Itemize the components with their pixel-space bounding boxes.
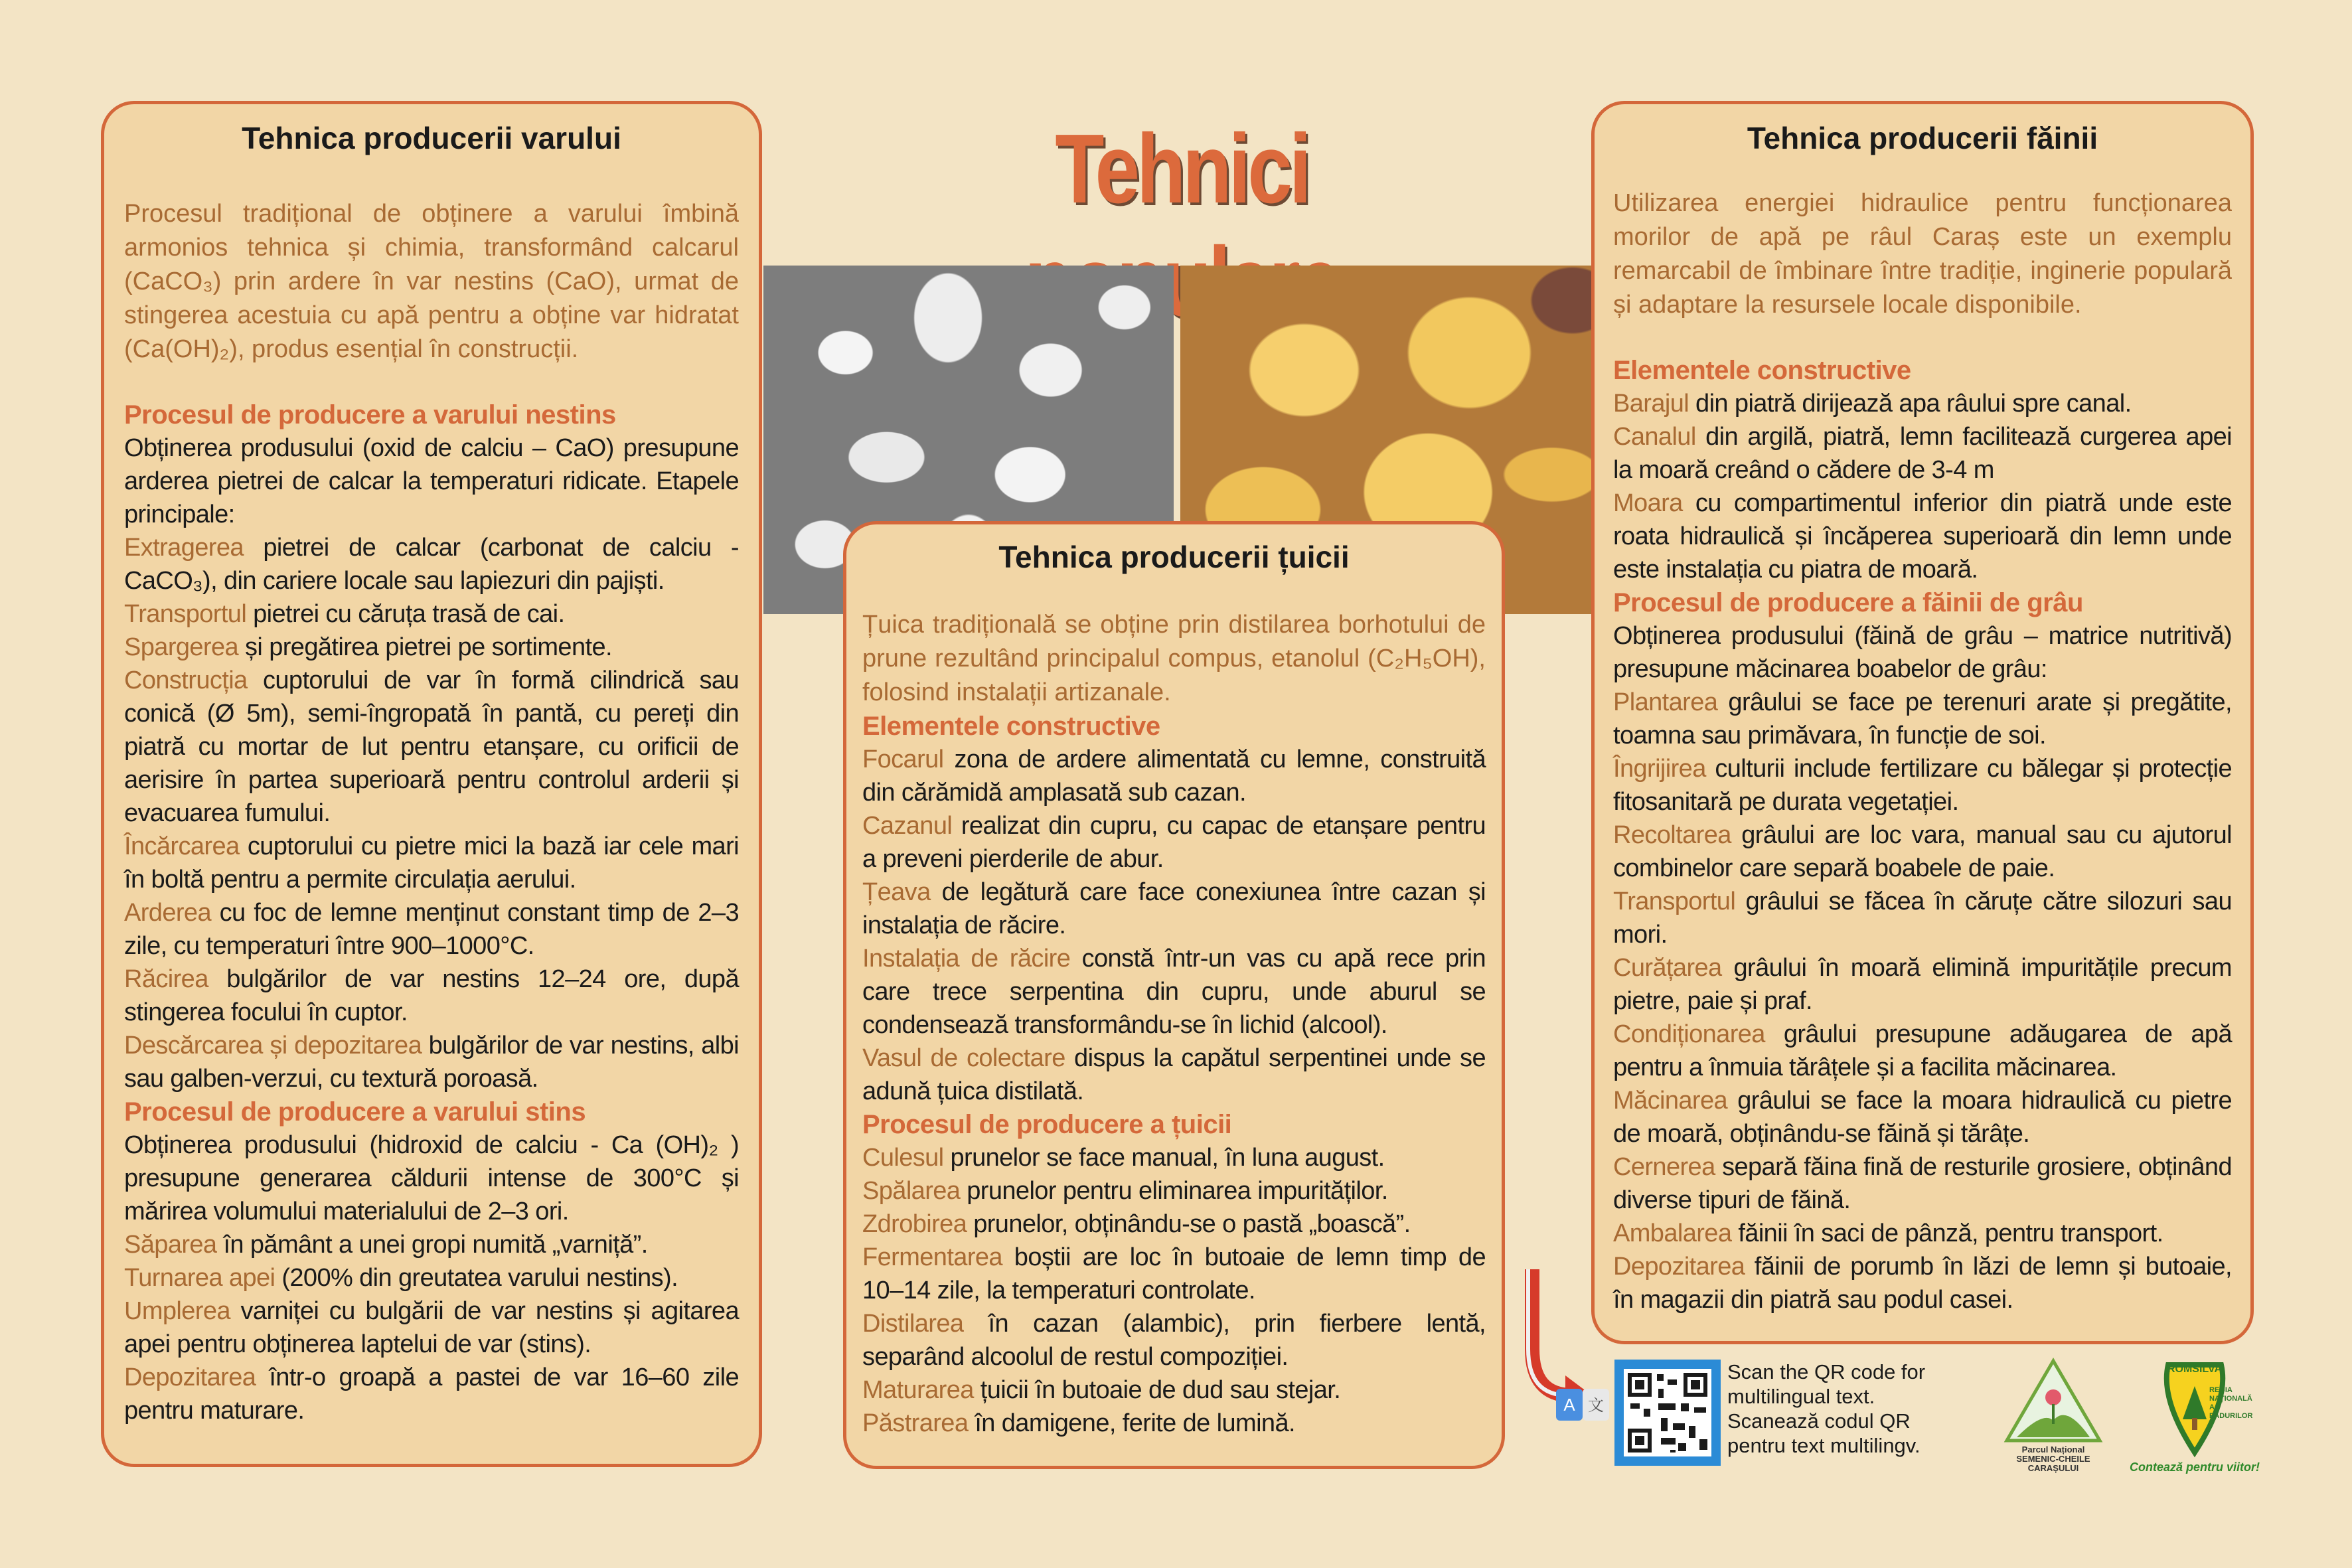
step-item: [1613, 752, 2232, 819]
panel-intro: Țuica tradițională se obține prin distilarea borhotului de prune rezultând principalul compus, etanolul (C₂H₅OH), folosind instalații artizanale.: [862, 611, 1486, 706]
step-list: [862, 1141, 1486, 1440]
step-text: cu foc de lemne menținut constant timp de 2–3 zile, cu temperaturi între 900–1000°C.: [124, 899, 739, 960]
step-keyword: Culesul: [862, 1144, 944, 1172]
step-keyword: Distilarea: [862, 1310, 964, 1338]
section-heading: Procesul de producere a țuicii: [862, 1110, 1232, 1139]
step-keyword: Condiționarea: [1613, 1020, 1765, 1048]
step-keyword: Barajul: [1613, 390, 1689, 418]
step-list: [862, 743, 1486, 1108]
qr-caption-ro: Scanează codul QR pentru text multilingv.: [1727, 1409, 1921, 1457]
step-keyword: Transportul: [1613, 888, 1736, 915]
step-keyword: Cernerea: [1613, 1153, 1715, 1181]
romsilva-name: ROMSILVA: [2167, 1364, 2223, 1375]
step-list: [1613, 686, 2232, 1316]
step-item: [124, 531, 739, 597]
step-text: prunelor pentru eliminarea impurităților.: [960, 1177, 1388, 1205]
step-item: [124, 1228, 739, 1261]
step-keyword: Curățarea: [1613, 954, 1722, 982]
step-text: făinii în saci de pânză, pentru transport.: [1731, 1219, 2163, 1247]
panel-intro: Procesul tradițional de obținere a varului îmbină armonios tehnica și chimia, transformând calcarul (CaCO₃) prin ardere în var nestins (CaO), urmat de stingerea acestuia cu apă pentru a obține var hidratat (Ca(OH)₂), produs esențial în construcții.: [124, 200, 739, 363]
step-text: separă făina fină de resturile grosiere, obținând diverse tipuri de făină.: [1613, 1153, 2232, 1214]
step-text: din argilă, piatră, lemn facilitează curgerea apei la moară creând o cădere de 3-4 m: [1613, 423, 2232, 484]
step-item: [862, 1307, 1486, 1373]
step-keyword: Umplerea: [124, 1297, 230, 1325]
step-item: [862, 1407, 1486, 1440]
step-item: [862, 809, 1486, 876]
step-item: [1613, 686, 2232, 752]
step-text: în damigene, ferite de lumină.: [968, 1409, 1295, 1437]
step-text: făinii de porumb în lăzi de lemn și butoaie, în magazii din piatră sau podul casei.: [1613, 1253, 2232, 1314]
page-title: Tehnici: [1055, 114, 1308, 224]
step-item: [862, 1208, 1486, 1241]
step-text: zona de ardere alimentată cu lemne, construită din cărămidă amplasată sub cazan.: [862, 745, 1486, 807]
step-item: [124, 1361, 739, 1427]
step-keyword: Turnarea apei: [124, 1264, 275, 1292]
step-keyword: Extragerea: [124, 534, 244, 562]
park-name: Parcul Național SEMENIC-CHEILE CARAȘULUI: [2016, 1445, 2090, 1473]
step-text: în pământ a unei gropi numită „varniță”.: [216, 1231, 648, 1259]
section-heading: Procesul de producere a făinii de grâu: [1613, 588, 2083, 617]
step-item: [1613, 819, 2232, 885]
step-keyword: Vasul de colectare: [862, 1044, 1065, 1072]
step-text: prunelor, obținându-se o pastă „boască”.: [967, 1210, 1411, 1238]
panel-heading: Tehnica producerii varului: [242, 121, 621, 155]
translate-icon: [1556, 1389, 1609, 1421]
step-item: [1613, 1084, 2232, 1150]
section-heading: Elementele constructive: [862, 712, 1160, 741]
step-text: prunelor se face manual, în luna august.: [943, 1144, 1385, 1172]
step-item: [862, 1373, 1486, 1407]
romsilva-motto: Contează pentru viitor!: [2130, 1460, 2260, 1474]
step-text: boștii are loc în butoaie de lemn timp de 10–14 zile, la temperaturi controlate.: [862, 1243, 1486, 1304]
panel-lime: [101, 101, 762, 1467]
step-text: pietrei cu căruța trasă de cai.: [246, 600, 565, 628]
step-text: grâului se face la moara hidraulică cu pietre de moară, obținându-se făină și tărâțe.: [1613, 1087, 2232, 1148]
panel-intro: Utilizarea energiei hidraulice pentru funcționarea morilor de apă pe râul Caraș este un exemplu remarcabil de îmbinare între tradiție, inginerie populară și adaptare la resursele locale disponibile.: [1613, 189, 2232, 319]
step-keyword: Depozitarea: [1613, 1253, 1745, 1281]
step-item: [862, 1141, 1486, 1174]
step-keyword: Îngrijirea: [1613, 755, 1706, 783]
step-keyword: Transportul: [124, 600, 247, 628]
step-item: [124, 830, 739, 896]
step-text: (200% din greutatea varului nestins).: [275, 1264, 678, 1292]
step-keyword: Spălarea: [862, 1177, 961, 1205]
step-item: [1613, 951, 2232, 1018]
step-text: și pregătirea pietrei pe sortimente.: [238, 633, 612, 661]
step-item: [1613, 1018, 2232, 1084]
step-text: cuptorului de var în formă cilindrică sau conică (Ø 5m), semi-îngropată în pantă, cu pereți din piatră cu mortar de lut pentru etanșare, cu orificii de aerisire în partea superioară pentru controlul arderii și evacuarea fumului.: [124, 666, 739, 827]
step-text: cu compartimentul inferior din piatră unde este roata hidraulică și încăperea superioară din lemn unde este instalația cu piatra de moară.: [1613, 489, 2232, 584]
qr-caption: [1727, 1360, 1973, 1458]
step-text: cuptorului cu pietre mici la bază iar cele mari în boltă pentru a permite circulația aerului.: [124, 832, 739, 894]
step-keyword: Răcirea: [124, 965, 208, 993]
romsilva-logo: [2130, 1360, 2260, 1479]
step-keyword: Canalul: [1613, 423, 1696, 451]
step-text: bulgărilor de var nestins 12–24 ore, după stingerea focului în cuptor.: [124, 965, 739, 1026]
step-item: [124, 664, 739, 830]
step-item: [862, 876, 1486, 942]
step-text: pietrei de calcar (carbonat de calciu - CaCO₃), din cariere locale sau lapiezuri din pajiști.: [124, 534, 739, 595]
step-text: realizat din cupru, cu capac de etanșare pentru a preveni pierderile de abur.: [862, 812, 1486, 873]
step-item: [124, 963, 739, 1029]
park-logo: [2003, 1358, 2103, 1473]
step-keyword: Păstrarea: [862, 1409, 969, 1437]
step-item: [124, 1294, 739, 1361]
step-text: în cazan (alambic), prin fierbere lentă, separând alcoolul de restul compoziției.: [862, 1310, 1486, 1371]
step-item: [862, 942, 1486, 1042]
step-keyword: Maturarea: [862, 1376, 974, 1404]
step-item: [1613, 885, 2232, 951]
step-item: [124, 896, 739, 963]
step-keyword: Fermentarea: [862, 1243, 1002, 1271]
section-heading: Procesul de producere a varului stins: [124, 1097, 586, 1127]
step-keyword: Descărcarea și depozitarea: [124, 1032, 422, 1059]
step-item: [862, 1241, 1486, 1307]
step-keyword: Recoltarea: [1613, 821, 1731, 849]
step-text: bulgărilor de var nestins, albi sau galben-verzui, cu textură poroasă.: [124, 1032, 740, 1093]
panel-flour: [1591, 101, 2254, 1344]
step-item: [124, 597, 739, 631]
step-item: [124, 1261, 739, 1294]
step-text: grâului presupune adăugarea de apă pentru a înmuia tărâțele și a facilita măcinarea.: [1613, 1020, 2232, 1081]
step-keyword: Încărcarea: [124, 832, 240, 860]
step-keyword: Moara: [1613, 489, 1683, 517]
panel-heading: Tehnica producerii făinii: [1747, 121, 2098, 155]
step-text: constă într-un vas cu apă rece prin care trece serpentina din cupru, unde aburul se condensează transformându-se în lichid (alcool).: [862, 945, 1486, 1039]
step-keyword: Cazanul: [862, 812, 953, 840]
step-text: grâului în moară elimină impuritățile precum pietre, paie și praf.: [1613, 954, 2232, 1015]
step-item: [862, 1042, 1486, 1108]
svg-text:A: A: [1563, 1395, 1575, 1415]
step-keyword: Țeava: [862, 878, 931, 906]
step-item: [1613, 1150, 2232, 1217]
step-keyword: Arderea: [124, 899, 211, 927]
panel-tuica: [843, 521, 1505, 1469]
section-text: Obținerea produsului (făină de grâu – matrice nutritivă) presupune măcinarea boabelor de grâu:: [1613, 622, 2232, 683]
step-keyword: Spargerea: [124, 633, 239, 661]
step-keyword: Depozitarea: [124, 1364, 256, 1391]
step-keyword: Săparea: [124, 1231, 217, 1259]
step-keyword: Construcția: [124, 666, 248, 694]
step-item: [1613, 1217, 2232, 1250]
step-keyword: Ambalarea: [1613, 1219, 1732, 1247]
step-keyword: Zdrobirea: [862, 1210, 967, 1238]
step-text: din piatră dirijează apa râului spre canal.: [1689, 390, 2132, 418]
step-keyword: Plantarea: [1613, 688, 1718, 716]
step-keyword: Focarul: [862, 745, 944, 773]
qr-code-icon[interactable]: [1614, 1360, 1721, 1466]
step-item: [862, 743, 1486, 809]
step-item: [1613, 387, 2232, 420]
panel-heading: Tehnica producerii țuicii: [998, 540, 1350, 574]
step-item: [1613, 1250, 2232, 1316]
section-heading: Elementele constructive: [1613, 356, 1911, 385]
step-text: grâului are loc vara, manual sau cu ajutorul combinelor care separă boabele de paie.: [1613, 821, 2232, 882]
step-text: culturii include fertilizare cu bălegar și protecție fitosanitară pe durata vegetației.: [1613, 755, 2232, 816]
step-item: [862, 1174, 1486, 1208]
qr-caption-en: Scan the QR code for multilingual text.: [1727, 1360, 1926, 1408]
step-list: [124, 1228, 739, 1427]
section-heading: Procesul de producere a varului nestins: [124, 400, 616, 430]
section-text: Obținerea produsului (hidroxid de calciu - Ca (OH)₂ ) presupune generarea căldurii intense de 300°C și mărirea volumului materialului de 2–3 ori.: [124, 1131, 739, 1225]
step-item: [124, 1029, 739, 1095]
step-text: grâului se făcea în căruțe către silozuri sau mori.: [1613, 888, 2232, 949]
step-text: grâului se face pe terenuri arate și pregătite, toamna sau primăvara, în funcție de soi.: [1613, 688, 2232, 749]
step-text: dispus la capătul serpentinei unde se adună țuica distilată.: [862, 1044, 1486, 1105]
step-list: [1613, 387, 2232, 586]
step-text: într-o groapă a pastei de var 16–60 zile pentru maturare.: [124, 1364, 739, 1425]
section-text: Obținerea produsului (oxid de calciu – CaO) presupune arderea pietrei de calcar la temperaturi ridicate. Etapele principale:: [124, 434, 739, 528]
step-keyword: Instalația de răcire: [862, 945, 1071, 973]
romsilva-subtitle: REGIA NAȚIONALĂ A PĂDURILOR: [2209, 1386, 2253, 1420]
step-item: [1613, 420, 2232, 487]
step-keyword: Măcinarea: [1613, 1087, 1728, 1115]
step-list: [124, 531, 739, 1095]
step-item: [1613, 487, 2232, 586]
step-text: țuicii în butoaie de dud sau stejar.: [973, 1376, 1341, 1404]
step-text: de legătură care face conexiunea între cazan și instalația de răcire.: [862, 878, 1486, 939]
step-item: [124, 631, 739, 664]
step-text: varniței cu bulgării de var nestins și agitarea apei pentru obținerea laptelui de var (stins).: [124, 1297, 739, 1358]
svg-text:文: 文: [1588, 1397, 1604, 1415]
